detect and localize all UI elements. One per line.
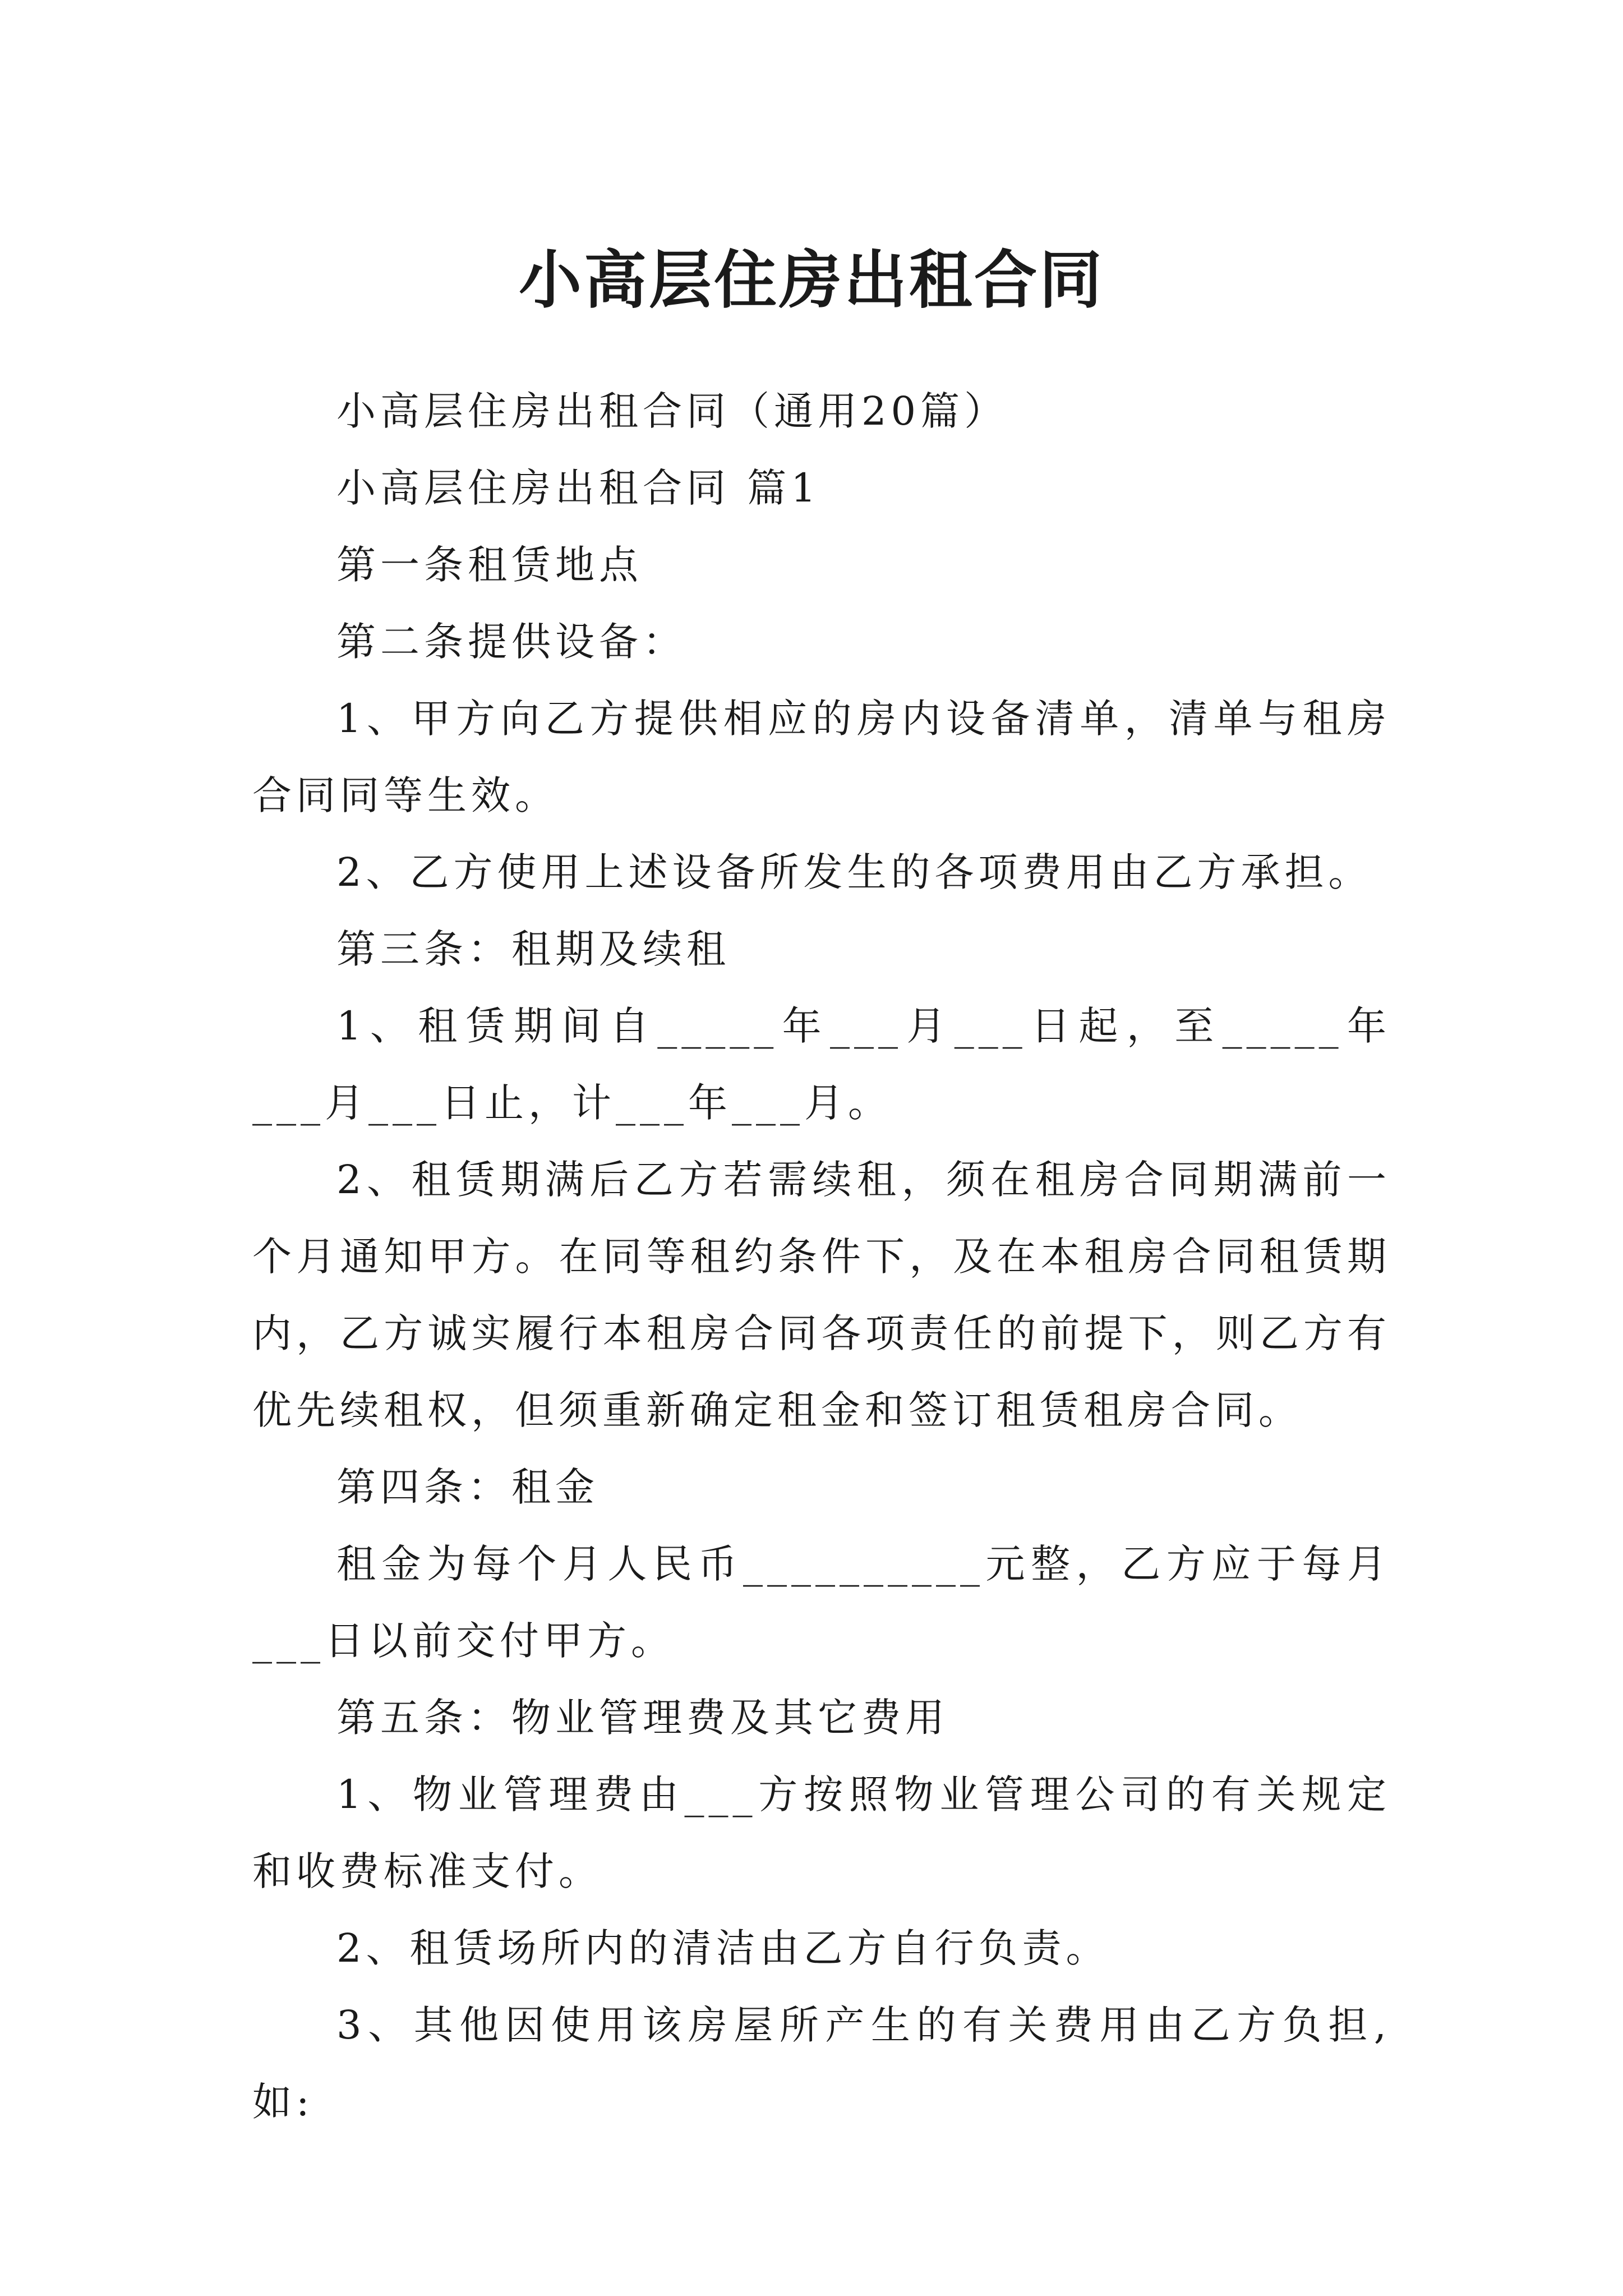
paragraph: 2、乙方使用上述设备所发生的各项费用由乙方承担。 xyxy=(336,849,1372,895)
paragraph: 1、租赁期间自_____年___月___日起，至_____年___月___日止，计___年___月。 xyxy=(252,1003,1391,1126)
paragraph: 小高层住房出租合同（通用20篇） xyxy=(336,388,1008,434)
document-title: 小高层住房出租合同 xyxy=(519,243,1104,318)
paragraph: 3、其他因使用该房屋所产生的有关费用由乙方负担,如: xyxy=(252,2002,1391,2125)
paragraph: 第二条提供设备： xyxy=(336,619,686,665)
paragraph: 2、租赁场所内的清洁由乙方自行负责。 xyxy=(336,1925,1110,1971)
paragraph: 1、甲方向乙方提供相应的房内设备清单，清单与租房合同同等生效。 xyxy=(252,696,1391,818)
paragraph: 第一条租赁地点 xyxy=(336,542,643,588)
paragraph: 第五条：物业管理费及其它费用 xyxy=(336,1695,949,1741)
paragraph: 第三条：租期及续租 xyxy=(336,926,730,972)
document-body xyxy=(252,373,1391,2141)
paragraph: 1、物业管理费由___方按照物业管理公司的有关规定和收费标准支付。 xyxy=(252,1772,1391,1894)
paragraph: 2、租赁期满后乙方若需续租，须在租房合同期满前一个月通知甲方。在同等租约条件下，及在本租房合同租赁期内，乙方诚实履行本租房合同各项责任的前提下，则乙方有优先续租权，但须重新确定租金和签订租赁租房合同。 xyxy=(252,1157,1391,1433)
paragraph: 租金为每个月人民币__________元整，乙方应于每月___日以前交付甲方。 xyxy=(252,1541,1391,1664)
paragraph: 第四条：租金 xyxy=(336,1464,599,1510)
paragraph: 小高层住房出租合同 篇1 xyxy=(336,465,820,511)
